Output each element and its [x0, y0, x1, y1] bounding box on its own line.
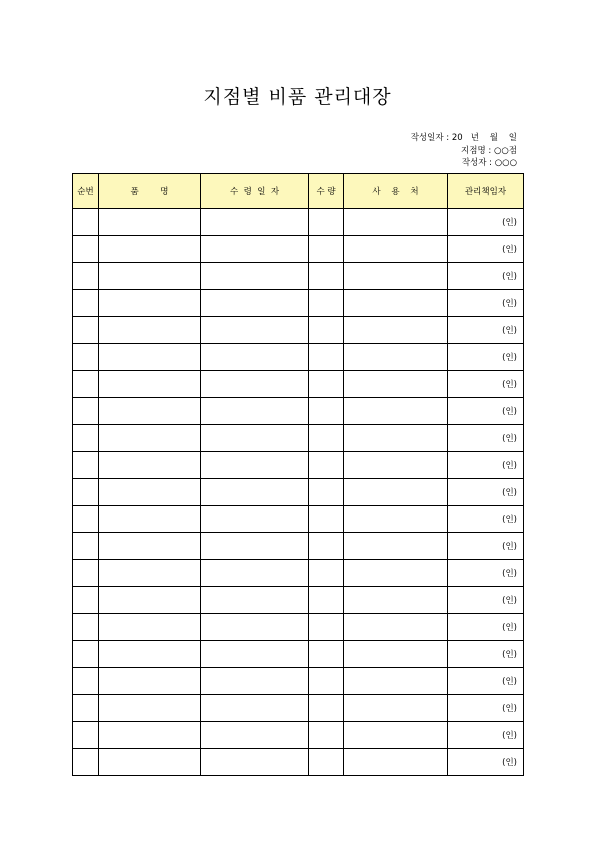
seal-label: (인)	[502, 434, 517, 444]
header-quantity: 수 량	[309, 174, 344, 209]
cell-quantity[interactable]	[309, 506, 344, 533]
cell-manager-seal[interactable]	[448, 317, 524, 344]
cell-quantity[interactable]	[309, 587, 344, 614]
cell-quantity[interactable]	[309, 290, 344, 317]
cell-no[interactable]	[73, 317, 99, 344]
cell-manager-seal[interactable]	[448, 749, 524, 776]
cell-manager-seal[interactable]	[448, 641, 524, 668]
cell-item[interactable]	[99, 695, 201, 722]
table-row	[73, 749, 524, 776]
cell-usage-place[interactable]	[344, 668, 448, 695]
cell-no[interactable]	[73, 587, 99, 614]
cell-usage-place[interactable]	[344, 506, 448, 533]
seal-label: (인)	[502, 542, 517, 552]
cell-no[interactable]	[73, 290, 99, 317]
cell-manager-seal[interactable]	[448, 425, 524, 452]
cell-item[interactable]	[99, 236, 201, 263]
cell-quantity[interactable]	[309, 668, 344, 695]
cell-item[interactable]	[99, 614, 201, 641]
equipment-ledger-table	[72, 173, 524, 776]
date-line: 작성일자 : 20 년 월 일	[410, 133, 517, 143]
table-row	[73, 587, 524, 614]
cell-no[interactable]	[73, 614, 99, 641]
seal-label: (인)	[502, 461, 517, 471]
cell-no[interactable]	[73, 722, 99, 749]
cell-manager-seal[interactable]	[448, 479, 524, 506]
cell-manager-seal[interactable]	[448, 263, 524, 290]
header-no: 순번	[73, 174, 99, 209]
seal-label: (인)	[502, 677, 517, 687]
seal-label: (인)	[502, 245, 517, 255]
table-header-row	[73, 174, 524, 209]
cell-received-date[interactable]	[201, 641, 309, 668]
cell-received-date[interactable]	[201, 749, 309, 776]
cell-usage-place[interactable]	[344, 533, 448, 560]
cell-usage-place[interactable]	[344, 344, 448, 371]
table-row	[73, 452, 524, 479]
cell-manager-seal[interactable]	[448, 614, 524, 641]
cell-quantity[interactable]	[309, 533, 344, 560]
seal-label: (인)	[502, 569, 517, 579]
cell-item[interactable]	[99, 398, 201, 425]
cell-manager-seal[interactable]	[448, 695, 524, 722]
table-row	[73, 614, 524, 641]
cell-item[interactable]	[99, 317, 201, 344]
cell-no[interactable]	[73, 533, 99, 560]
seal-label: (인)	[502, 407, 517, 417]
header-received-date: 수 령 일 자	[201, 174, 309, 209]
cell-item[interactable]	[99, 263, 201, 290]
cell-usage-place[interactable]	[344, 425, 448, 452]
cell-manager-seal[interactable]	[448, 560, 524, 587]
cell-no[interactable]	[73, 668, 99, 695]
cell-item[interactable]	[99, 587, 201, 614]
seal-label: (인)	[502, 731, 517, 741]
table-row	[73, 263, 524, 290]
cell-quantity[interactable]	[309, 425, 344, 452]
cell-usage-place[interactable]	[344, 452, 448, 479]
cell-manager-seal[interactable]	[448, 533, 524, 560]
cell-manager-seal[interactable]	[448, 452, 524, 479]
seal-label: (인)	[502, 596, 517, 606]
cell-usage-place[interactable]	[344, 479, 448, 506]
cell-no[interactable]	[73, 560, 99, 587]
cell-usage-place[interactable]	[344, 560, 448, 587]
table-row	[73, 344, 524, 371]
table-row	[73, 236, 524, 263]
cell-usage-place[interactable]	[344, 398, 448, 425]
author-line: 작성자 : ○○○	[461, 158, 517, 168]
cell-item[interactable]	[99, 371, 201, 398]
seal-label: (인)	[502, 488, 517, 498]
cell-quantity[interactable]	[309, 695, 344, 722]
cell-usage-place[interactable]	[344, 317, 448, 344]
seal-label: (인)	[502, 326, 517, 336]
table-row	[73, 560, 524, 587]
cell-no[interactable]	[73, 263, 99, 290]
cell-item[interactable]	[99, 479, 201, 506]
cell-received-date[interactable]	[201, 587, 309, 614]
header-item: 품 명	[99, 174, 201, 209]
cell-quantity[interactable]	[309, 452, 344, 479]
seal-label: (인)	[502, 623, 517, 633]
cell-item[interactable]	[99, 452, 201, 479]
table-row	[73, 533, 524, 560]
cell-quantity[interactable]	[309, 614, 344, 641]
cell-no[interactable]	[73, 344, 99, 371]
cell-quantity[interactable]	[309, 479, 344, 506]
cell-received-date[interactable]	[201, 722, 309, 749]
cell-no[interactable]	[73, 749, 99, 776]
table-row	[73, 668, 524, 695]
seal-label: (인)	[502, 353, 517, 363]
cell-usage-place[interactable]	[344, 614, 448, 641]
cell-received-date[interactable]	[201, 479, 309, 506]
cell-usage-place[interactable]	[344, 695, 448, 722]
table-row	[73, 209, 524, 236]
cell-usage-place[interactable]	[344, 641, 448, 668]
cell-quantity[interactable]	[309, 371, 344, 398]
cell-received-date[interactable]	[201, 344, 309, 371]
table-row	[73, 479, 524, 506]
cell-item[interactable]	[99, 722, 201, 749]
cell-item[interactable]	[99, 533, 201, 560]
cell-usage-place[interactable]	[344, 371, 448, 398]
cell-quantity[interactable]	[309, 560, 344, 587]
table-row	[73, 641, 524, 668]
seal-label: (인)	[502, 704, 517, 714]
seal-label: (인)	[502, 272, 517, 282]
cell-manager-seal[interactable]	[448, 344, 524, 371]
cell-no[interactable]	[73, 479, 99, 506]
cell-usage-place[interactable]	[344, 263, 448, 290]
table-row	[73, 722, 524, 749]
cell-item[interactable]	[99, 749, 201, 776]
cell-item[interactable]	[99, 344, 201, 371]
cell-received-date[interactable]	[201, 317, 309, 344]
cell-manager-seal[interactable]	[448, 668, 524, 695]
cell-received-date[interactable]	[201, 236, 309, 263]
table-row	[73, 506, 524, 533]
cell-manager-seal[interactable]	[448, 290, 524, 317]
cell-usage-place[interactable]	[344, 209, 448, 236]
seal-label: (인)	[502, 380, 517, 390]
cell-usage-place[interactable]	[344, 722, 448, 749]
cell-quantity[interactable]	[309, 641, 344, 668]
cell-received-date[interactable]	[201, 290, 309, 317]
cell-item[interactable]	[99, 560, 201, 587]
cell-manager-seal[interactable]	[448, 398, 524, 425]
cell-item[interactable]	[99, 506, 201, 533]
cell-received-date[interactable]	[201, 398, 309, 425]
branch-line: 지점명 : ○○점	[461, 145, 517, 156]
cell-no[interactable]	[73, 641, 99, 668]
cell-quantity[interactable]	[309, 317, 344, 344]
cell-received-date[interactable]	[201, 209, 309, 236]
cell-received-date[interactable]	[201, 263, 309, 290]
cell-manager-seal[interactable]	[448, 371, 524, 398]
seal-label: (인)	[502, 218, 517, 228]
cell-no[interactable]	[73, 452, 99, 479]
cell-received-date[interactable]	[201, 506, 309, 533]
cell-no[interactable]	[73, 425, 99, 452]
cell-usage-place[interactable]	[344, 587, 448, 614]
seal-label: (인)	[502, 758, 517, 768]
header-usage-place: 사 용 처	[344, 174, 448, 209]
cell-no[interactable]	[73, 209, 99, 236]
page-title: 지점별 비품 관리대장	[203, 86, 392, 108]
cell-quantity[interactable]	[309, 398, 344, 425]
cell-quantity[interactable]	[309, 236, 344, 263]
cell-received-date[interactable]	[201, 668, 309, 695]
cell-received-date[interactable]	[201, 560, 309, 587]
cell-manager-seal[interactable]	[448, 587, 524, 614]
cell-usage-place[interactable]	[344, 749, 448, 776]
cell-received-date[interactable]	[201, 533, 309, 560]
seal-label: (인)	[502, 299, 517, 309]
cell-item[interactable]	[99, 668, 201, 695]
cell-usage-place[interactable]	[344, 236, 448, 263]
seal-label: (인)	[502, 650, 517, 660]
table-row	[73, 425, 524, 452]
cell-item[interactable]	[99, 290, 201, 317]
table-row	[73, 371, 524, 398]
cell-manager-seal[interactable]	[448, 722, 524, 749]
cell-no[interactable]	[73, 506, 99, 533]
cell-no[interactable]	[73, 695, 99, 722]
cell-received-date[interactable]	[201, 614, 309, 641]
cell-no[interactable]	[73, 236, 99, 263]
cell-received-date[interactable]	[201, 452, 309, 479]
cell-item[interactable]	[99, 641, 201, 668]
cell-no[interactable]	[73, 371, 99, 398]
header-manager: 관리책임자	[448, 174, 524, 209]
cell-received-date[interactable]	[201, 695, 309, 722]
cell-item[interactable]	[99, 425, 201, 452]
seal-label: (인)	[502, 515, 517, 525]
cell-quantity[interactable]	[309, 263, 344, 290]
cell-quantity[interactable]	[309, 722, 344, 749]
cell-manager-seal[interactable]	[448, 209, 524, 236]
table-row	[73, 398, 524, 425]
document-meta	[411, 132, 517, 170]
cell-manager-seal[interactable]	[448, 236, 524, 263]
cell-usage-place[interactable]	[344, 290, 448, 317]
cell-received-date[interactable]	[201, 425, 309, 452]
cell-quantity[interactable]	[309, 209, 344, 236]
table-row	[73, 290, 524, 317]
cell-item[interactable]	[99, 209, 201, 236]
cell-received-date[interactable]	[201, 371, 309, 398]
table-body	[73, 209, 524, 776]
table-row	[73, 317, 524, 344]
cell-quantity[interactable]	[309, 749, 344, 776]
cell-quantity[interactable]	[309, 344, 344, 371]
table-row	[73, 695, 524, 722]
cell-no[interactable]	[73, 398, 99, 425]
cell-manager-seal[interactable]	[448, 506, 524, 533]
